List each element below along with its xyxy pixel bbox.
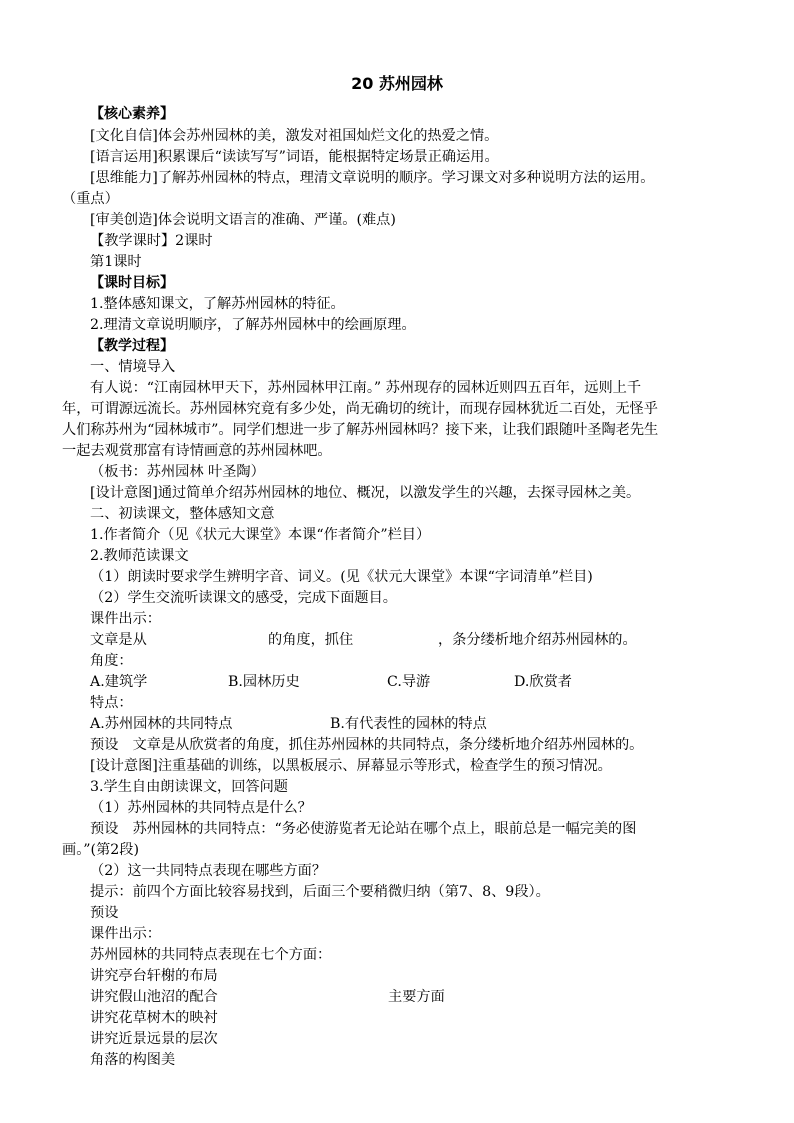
text-line: 课件出示： — [90, 926, 161, 942]
section-heading-lesson-goals: 【课时目标】 — [90, 275, 174, 291]
main-aspect-label: 主要方面 — [388, 989, 445, 1005]
option-c: C.导游 — [387, 674, 431, 690]
text-line: 第1课时 — [90, 254, 142, 270]
list-item: 讲究假山池沼的配合 — [90, 989, 218, 1005]
text-line: 苏州园林的共同特点表现在七个方面： — [90, 947, 332, 963]
text-line: （2）这一共同特点表现在哪些方面？ — [90, 863, 327, 879]
section-heading-core-literacy: 【核心素养】 — [90, 106, 174, 122]
text-line: （重点） — [62, 191, 119, 207]
list-item: 讲究花草树木的映衬 — [90, 1010, 218, 1026]
list-item: 讲究近景远景的层次 — [90, 1031, 218, 1047]
text-line: 特点： — [90, 695, 133, 711]
text-line: 角度： — [90, 653, 133, 669]
text-line: 预设 文章是从欣赏者的角度，抓住苏州园林的共同特点，条分缕析地介绍苏州园林的。 — [90, 737, 644, 753]
feature-option-b: B.有代表性的园林的特点 — [330, 716, 487, 732]
feature-option-a: A.苏州园林的共同特点 — [90, 716, 233, 732]
text-line: （板书：苏州园林 叶圣陶） — [90, 464, 265, 480]
section-heading-teaching-process: 【教学过程】 — [90, 338, 174, 354]
text-line: （2）学生交流听读课文的感受，完成下面题目。 — [90, 590, 397, 606]
list-item: 讲究亭台轩榭的布局 — [90, 968, 218, 984]
text-line: [文化自信]体会苏州园林的美，激发对祖国灿烂文化的热爱之情。 — [90, 128, 499, 144]
text-line: 年，可谓源远流长。苏州园林究竟有多少处，尚无确切的统计，而现存园林犹近二百处，无怪乎 — [62, 401, 658, 417]
text-line: 3.学生自由朗读课文，回答问题 — [90, 779, 288, 795]
text-line: 一、情境导入 — [90, 359, 176, 375]
text-line: [审美创造]体会说明文语言的准确、严谨。(难点) — [90, 212, 396, 228]
text-line: 预设 苏州园林的共同特点：“务必使游览者无论站在哪个点上，眼前总是一幅完美的图 — [90, 821, 637, 837]
option-d: D.欣赏者 — [514, 674, 572, 690]
text-line: 有人说：“江南园林甲天下，苏州园林甲江南。” 苏州现存的园林近则四五百年，远则上千 — [90, 380, 642, 396]
text-line: [思维能力]了解苏州园林的特点，理清文章说明的顺序。学习课文对多种说明方法的运用。 — [90, 170, 655, 186]
fill-blank-part-3: ，条分缕析地介绍苏州园林的。 — [438, 632, 637, 648]
text-line: 预设 — [90, 905, 119, 921]
text-line: 二、初读课文，整体感知文意 — [90, 506, 275, 522]
text-line: 提示：前四个方面比较容易找到，后面三个要稍微归纳（第7、8、9段）。 — [90, 884, 550, 900]
fill-blank-part-1: 文章是从 — [90, 632, 147, 648]
text-line: [语言运用]积累课后“读读写写”词语，能根据特定场景正确运用。 — [90, 149, 499, 165]
text-line: （1）朗读时要求学生辨明字音、词义。(见《状元大课堂》本课“字词清单”栏目) — [90, 569, 593, 585]
text-line: 画。”(第2段) — [62, 842, 140, 858]
fill-blank-part-2: 的角度，抓住 — [268, 632, 354, 648]
text-line: 人们称苏州为“园林城市”。同学们想进一步了解苏州园林吗？接下来，让我们跟随叶圣陶老先生 — [62, 422, 659, 438]
text-line: [设计意图]通过简单介绍苏州园林的地位、概况，以激发学生的兴趣，去探寻园林之美。 — [90, 485, 641, 501]
text-line: （1）苏州园林的共同特点是什么？ — [90, 800, 312, 816]
text-line: [设计意图]注重基础的训练，以黑板展示、屏幕显示等形式，检查学生的预习情况。 — [90, 758, 612, 774]
option-b: B.园林历史 — [228, 674, 300, 690]
page-title: 20 苏州园林 — [351, 74, 443, 93]
option-a: A.建筑学 — [90, 674, 148, 690]
text-line: 【教学课时】2课时 — [90, 233, 213, 249]
text-line: 2.教师范读课文 — [90, 548, 189, 564]
text-line: 一起去观赏那富有诗情画意的苏州园林吧。 — [62, 443, 332, 459]
list-item: 角落的构图美 — [90, 1052, 176, 1068]
text-line: 1.整体感知课文，了解苏州园林的特征。 — [90, 296, 345, 312]
text-line: 课件出示： — [90, 611, 161, 627]
text-line: 1.作者简介（见《状元大课堂》本课“作者简介”栏目） — [90, 527, 431, 543]
text-line: 2.理清文章说明顺序，了解苏州园林中的绘画原理。 — [90, 317, 416, 333]
